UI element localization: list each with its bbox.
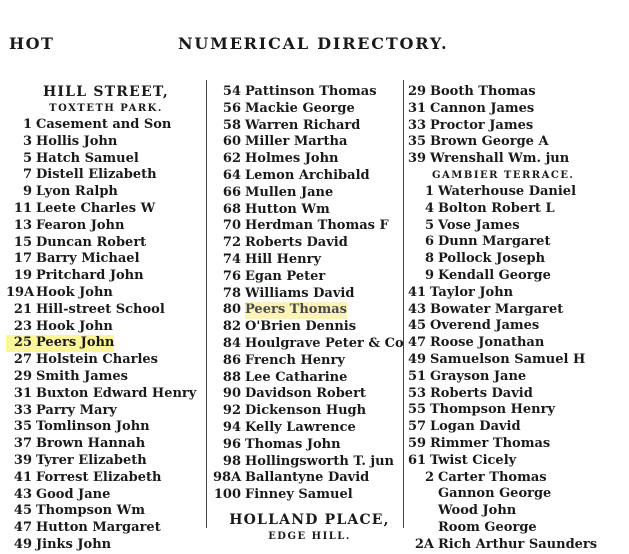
house-number: 78 (222, 285, 241, 301)
directory-entry (213, 487, 406, 504)
resident-name: Bowater Margaret (430, 301, 564, 317)
house-number: 88 (222, 369, 241, 385)
house-number: 49 (13, 536, 32, 552)
resident-name: Miller Martha (245, 134, 348, 150)
directory-entry (408, 218, 623, 235)
resident-name: Roose Jonathan (430, 335, 545, 351)
directory-entry (408, 118, 623, 135)
directory-entry (408, 352, 623, 369)
house-number: 23 (13, 318, 32, 334)
resident-name: Hutton Margaret (36, 520, 161, 536)
house-number: 37 (13, 436, 32, 452)
house-number: 59 (408, 435, 427, 451)
house-number: 35 (13, 419, 32, 435)
street-heading: HOLLAND PLACE, (229, 511, 390, 528)
entry-list (213, 84, 406, 504)
resident-name: Taylor John (430, 284, 514, 300)
directory-entry (408, 84, 623, 101)
house-number: 39 (13, 452, 32, 468)
house-number: 5 (424, 217, 434, 233)
directory-entry (213, 168, 406, 185)
resident-name: Rich Arthur Saunders (438, 536, 598, 552)
resident-name: Waterhouse Daniel (438, 183, 577, 199)
house-number: 33 (408, 117, 427, 133)
house-number: 41 (408, 284, 427, 300)
resident-name: Wrenshall Wm. jun (430, 151, 570, 167)
house-number: 51 (408, 368, 427, 384)
directory-entry (213, 118, 406, 135)
resident-name: Peers John (36, 335, 115, 351)
house-number: 80 (222, 302, 241, 318)
house-number: 41 (13, 469, 32, 485)
resident-name: Buxton Edward Henry (36, 385, 197, 401)
house-number: 2 (424, 469, 434, 485)
house-number: 72 (222, 235, 241, 251)
directory-entry (6, 319, 206, 336)
house-number: 70 (222, 218, 241, 234)
directory-entry (6, 302, 206, 319)
resident-name: Hook John (36, 318, 113, 334)
directory-entry (408, 318, 623, 335)
house-number: 2A (414, 536, 434, 552)
resident-name: Barry Michael (36, 251, 140, 267)
resident-name: Gannon George (438, 486, 552, 502)
house-number: 45 (408, 318, 427, 334)
resident-name: Brown Hannah (36, 436, 146, 452)
resident-name: Tomlinson John (36, 419, 150, 435)
resident-name: Smith James (36, 368, 128, 384)
directory-entry (408, 453, 623, 470)
directory-entry (213, 202, 406, 219)
house-number: 11 (13, 200, 32, 216)
house-number: 54 (222, 84, 241, 99)
house-number: 60 (222, 134, 241, 150)
resident-name: Hook John (36, 284, 113, 300)
resident-name: Holstein Charles (36, 352, 159, 368)
house-number: 86 (222, 352, 241, 368)
resident-name: Rimmer Thomas (430, 435, 551, 451)
house-number: 66 (222, 184, 241, 200)
directory-entry (6, 537, 206, 554)
house-number: 82 (222, 319, 241, 335)
directory-entry (213, 319, 406, 336)
resident-name: Roberts David (245, 235, 348, 251)
house-number: 84 (222, 335, 241, 351)
house-number: 61 (408, 452, 427, 468)
resident-name: Hollis John (36, 133, 118, 149)
resident-name: Brown George A (430, 134, 549, 150)
directory-entry (6, 251, 206, 268)
house-number (408, 520, 438, 537)
resident-name: Casement and Son (36, 117, 172, 132)
directory-entry (6, 470, 206, 487)
directory-entry (6, 151, 206, 168)
resident-name: Leete Charles W (36, 200, 156, 216)
house-number: 31 (408, 100, 427, 116)
resident-name: Holmes John (245, 151, 339, 167)
directory-entry (213, 101, 406, 118)
resident-name: Booth Thomas (430, 84, 536, 99)
house-number: 31 (13, 385, 32, 401)
house-number: 15 (13, 234, 32, 250)
house-number: 57 (408, 419, 427, 435)
house-number: 47 (13, 520, 32, 536)
resident-name: Thompson Wm (36, 503, 145, 519)
directory-entry (213, 84, 406, 101)
resident-name: Proctor James (430, 117, 534, 133)
house-number: 43 (408, 301, 427, 317)
house-number: 7 (22, 167, 32, 183)
resident-name: Thomas John (245, 436, 341, 452)
resident-name: Kendall George (438, 267, 551, 283)
resident-name: O'Brien Dennis (245, 319, 357, 335)
directory-entry (213, 437, 406, 454)
resident-name: Herdman Thomas F (245, 218, 389, 234)
house-number: 4 (424, 200, 434, 216)
directory-entry (408, 151, 623, 168)
house-number: 25 (6, 335, 36, 352)
resident-name: Kelly Lawrence (245, 419, 356, 435)
resident-name: Duncan Robert (36, 234, 147, 250)
house-number: 53 (408, 385, 427, 401)
house-number: 55 (408, 402, 427, 418)
page-title: NUMERICAL DIRECTORY. (178, 34, 449, 53)
directory-entry (6, 285, 206, 302)
resident-name: Jinks John (36, 536, 112, 552)
district-subheading: EDGE HILL. (268, 530, 351, 542)
house-number: 8 (424, 251, 434, 267)
directory-entry (408, 101, 623, 118)
house-number: 49 (408, 351, 427, 367)
resident-name: Overend James (430, 318, 540, 334)
resident-name: Hollingsworth T. jun (245, 453, 394, 469)
directory-entry (213, 218, 406, 235)
house-number: 35 (408, 134, 427, 150)
house-number: 33 (13, 402, 32, 418)
directory-entry (408, 537, 623, 554)
house-number: 98 (222, 453, 241, 469)
resident-name: Hill Henry (245, 251, 322, 267)
house-number: 27 (13, 352, 32, 368)
page-running-head: HOT (9, 34, 55, 53)
resident-name: Davidson Robert (245, 386, 366, 402)
resident-name: Vose James (438, 217, 520, 233)
directory-entry (6, 268, 206, 285)
resident-name: Fearon John (36, 217, 125, 233)
resident-name: Forrest Elizabeth (36, 469, 162, 485)
resident-name: Mackie George (245, 100, 355, 116)
directory-entry (6, 403, 206, 420)
resident-name: Mullen Jane (245, 184, 334, 200)
resident-name: Lyon Ralph (36, 184, 118, 200)
entry-list (408, 285, 623, 554)
resident-name: Dickenson Hugh (245, 403, 367, 419)
column-divider-1 (206, 80, 207, 528)
directory-entry (6, 184, 206, 201)
terrace-subheading: GAMBIER TERRACE. (432, 169, 575, 181)
resident-name: Parry Mary (36, 402, 117, 418)
page-header (0, 34, 629, 56)
house-number: 62 (222, 151, 241, 167)
resident-name: French Henry (245, 352, 345, 368)
resident-name: Logan David (430, 419, 521, 435)
directory-entry (6, 487, 206, 504)
directory-entry (6, 218, 206, 235)
resident-name: Ballantyne David (245, 470, 370, 486)
house-number: 19A (6, 284, 35, 300)
house-number: 90 (222, 386, 241, 402)
resident-name: Hill-street School (36, 301, 165, 317)
house-number (408, 503, 438, 520)
house-number: 5 (22, 150, 32, 166)
resident-name: Tyrer Elizabeth (36, 452, 147, 468)
directory-entry (213, 185, 406, 202)
directory-entry (408, 419, 623, 436)
resident-name: Lee Catharine (245, 369, 348, 385)
directory-column-1 (6, 84, 206, 554)
directory-entry (408, 134, 623, 151)
directory-entry (6, 419, 206, 436)
house-number: 1 (22, 117, 32, 132)
directory-entry (6, 235, 206, 252)
resident-name: Pollock Joseph (438, 251, 546, 267)
house-number: 68 (222, 201, 241, 217)
entry-list (408, 184, 623, 285)
resident-name: Hatch Samuel (36, 150, 139, 166)
directory-entry (213, 370, 406, 387)
house-number: 100 (213, 487, 241, 503)
directory-entry (408, 234, 623, 251)
directory-entry (408, 369, 623, 386)
directory-entry (408, 470, 623, 487)
resident-name: Peers Thomas (245, 302, 347, 318)
house-number (408, 486, 438, 503)
house-number: 17 (13, 251, 32, 267)
directory-entry (408, 386, 623, 403)
directory-entry (408, 520, 623, 537)
resident-name: Bolton Robert L (438, 200, 555, 216)
resident-name: Dunn Margaret (438, 234, 551, 250)
house-number: 29 (408, 84, 427, 99)
resident-name: Hutton Wm (245, 201, 330, 217)
house-number: 3 (22, 133, 32, 149)
directory-entry (6, 167, 206, 184)
directory-entry (213, 252, 406, 269)
entry-list (6, 117, 206, 554)
directory-entry (408, 201, 623, 218)
directory-entry (213, 151, 406, 168)
resident-name: Cannon James (430, 100, 535, 116)
directory-entry (213, 420, 406, 437)
resident-name: Carter Thomas (438, 469, 547, 485)
directory-entry (408, 251, 623, 268)
house-number: 58 (222, 117, 241, 133)
house-number: 76 (222, 268, 241, 284)
directory-entry (408, 335, 623, 352)
resident-name: Lemon Archibald (245, 167, 370, 183)
resident-name: Williams David (245, 285, 355, 301)
entry-list (408, 84, 623, 168)
directory-column-3 (408, 84, 623, 554)
directory-entry (213, 134, 406, 151)
directory-entry (6, 201, 206, 218)
directory-entry (6, 520, 206, 537)
resident-name: Pritchard John (36, 268, 144, 284)
resident-name: Pattinson Thomas (245, 84, 377, 99)
resident-name: Roberts David (430, 385, 533, 401)
house-number: 43 (13, 486, 32, 502)
directory-entry (408, 184, 623, 201)
directory-entry (6, 453, 206, 470)
house-number: 29 (13, 368, 32, 384)
directory-entry (213, 286, 406, 303)
directory-entry (6, 134, 206, 151)
resident-name: Warren Richard (245, 117, 361, 133)
house-number: 92 (222, 403, 241, 419)
resident-name: Samuelson Samuel H (430, 351, 586, 367)
directory-entry (213, 336, 406, 353)
resident-name: Houlgrave Peter & Co (245, 335, 404, 351)
directory-entry (213, 403, 406, 420)
directory-entry (408, 486, 623, 503)
directory-entry (213, 454, 406, 471)
directory-entry (408, 268, 623, 285)
resident-name: Good Jane (36, 486, 111, 502)
directory-entry (213, 235, 406, 252)
house-number: 13 (13, 217, 32, 233)
directory-entry (408, 503, 623, 520)
directory-entry (408, 402, 623, 419)
directory-entry (213, 386, 406, 403)
house-number: 74 (222, 251, 241, 267)
house-number: 96 (222, 436, 241, 452)
directory-entry (213, 470, 406, 487)
house-number: 6 (424, 234, 434, 250)
house-number: 21 (13, 301, 32, 317)
house-number: 9 (22, 184, 32, 200)
directory-entry (6, 335, 206, 352)
directory-entry (213, 302, 406, 319)
directory-entry (6, 503, 206, 520)
resident-name: Egan Peter (245, 268, 326, 284)
directory-entry (213, 269, 406, 286)
house-number: 39 (408, 151, 427, 167)
district-subheading: TOXTETH PARK. (49, 103, 163, 114)
directory-entry (408, 436, 623, 453)
directory-entry (6, 436, 206, 453)
directory-entry (6, 386, 206, 403)
directory-entry (6, 117, 206, 134)
resident-name: Thompson Henry (430, 402, 556, 418)
house-number: 98A (213, 470, 242, 486)
resident-name: Finney Samuel (245, 487, 353, 503)
house-number: 1 (424, 183, 434, 199)
house-number: 56 (222, 100, 241, 116)
house-number: 19 (13, 268, 32, 284)
street-heading: HILL STREET, (43, 84, 169, 100)
directory-entry (408, 285, 623, 302)
directory-entry (6, 369, 206, 386)
house-number: 64 (222, 167, 241, 183)
house-number: 9 (424, 267, 434, 283)
house-number: 94 (222, 419, 241, 435)
resident-name: Room George (438, 519, 537, 535)
directory-entry (6, 352, 206, 369)
resident-name: Distell Elizabeth (36, 167, 157, 183)
directory-column-2 (213, 84, 406, 545)
resident-name: Grayson Jane (430, 368, 527, 384)
directory-entry (408, 302, 623, 319)
resident-name: Wood John (438, 503, 517, 519)
resident-name: Twist Cicely (430, 452, 517, 468)
house-number: 45 (13, 503, 32, 519)
directory-entry (213, 353, 406, 370)
house-number: 47 (408, 335, 427, 351)
